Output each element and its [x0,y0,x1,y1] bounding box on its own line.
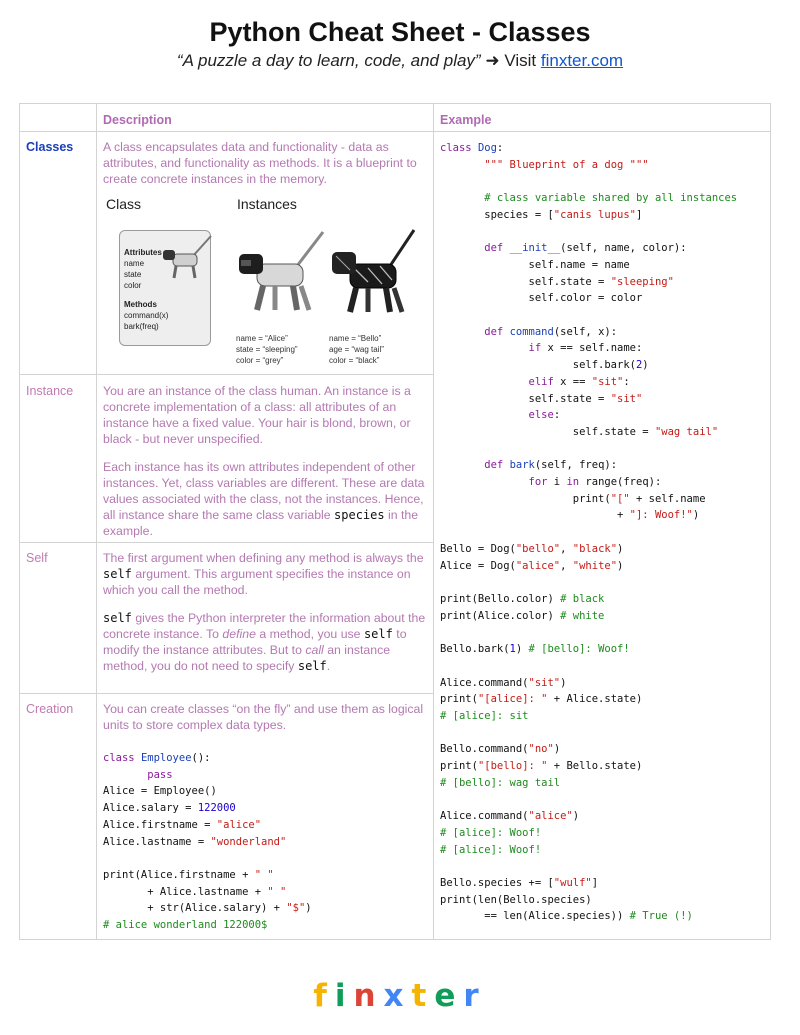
logo-letter: i [334,978,354,1014]
code-line: else: [528,409,561,422]
row-label-classes: Classes [26,140,74,154]
code-line: print(Alice.color) # white [440,609,605,622]
page-title: Python Cheat Sheet - Classes [209,17,591,47]
logo-letter: x [383,978,412,1014]
code-line: def command(self, x): [484,325,618,338]
code-line [440,624,737,641]
code-line: for i in range(freq): [528,476,662,489]
row-label-creation: Creation [26,702,74,716]
alice-attributes: name = “Alice” state = “sleeping” color = “grey” [236,334,298,365]
code-line: == len(Alice.species)) # True (!) [440,910,693,923]
code-line: if x == self.name: [528,342,643,355]
finxter-logo [0,978,800,1014]
code-line [440,725,737,742]
code-line: Alice.lastname = "wonderland" [103,835,287,848]
code-line: elif x == "sit": [528,375,630,388]
code-line: self.state = "wag tail" [440,425,719,438]
code-line: pass [147,768,173,781]
code-line [440,441,737,458]
code-line: + str(Alice.salary) + "$") [103,902,312,915]
code-line [440,173,737,190]
grey-dog-alice-icon [235,224,325,324]
code-line: # [alice]: Woof! [440,826,542,839]
cheat-sheet-table [19,103,771,940]
class-caption: Class [106,196,142,212]
self-description: The first argument when defining any method is always the self argument. This argument specifies the instance on which you call the method. self gives the Python interpreter the information about the concrete instance. To define a method, you use self to modify the instance attributes. But to call an instance method, you do not need to specify self. [103,551,426,673]
description-header: Description [103,113,172,127]
black-dog-bello-icon [328,224,418,324]
code-line: def __init__(self, name, color): [484,242,687,255]
code-line: # [alice]: sit [440,709,529,722]
visit-text: Visit [504,51,537,70]
code-line: Alice = Employee() [103,785,217,798]
code-line: print("[bello]: " + Bello.state) [440,760,643,773]
code-line: class Employee(): [103,752,211,764]
logo-letter: n [353,978,384,1014]
code-line: Alice.command("alice") [440,810,580,823]
code-line: print("[alice]: " + Alice.state) [440,693,643,706]
code-line: # [bello]: wag tail [440,776,561,789]
class-blueprint-scroll: Attributes name state color Methods command(x) bark(freq) [119,230,211,346]
code-line: print("[" + self.name [440,492,706,505]
instances-caption: Instances [237,196,297,212]
code-line: Alice.salary = 122000 [103,802,236,815]
code-line [103,850,312,867]
code-line: Bello.species += ["wulf"] [440,876,599,889]
code-line: species = ["canis lupus"] [440,208,643,221]
row-label-self: Self [26,551,48,565]
code-line [440,224,737,241]
row-label-instance: Instance [26,384,74,398]
code-line: Alice.command("sit") [440,676,567,689]
creation-description: You can create classes “on the fly” and use them as logical units to store complex data types. [103,702,424,732]
example-code-block [440,140,737,925]
finxter-link[interactable]: finxter.com [540,51,624,70]
code-line: print(Alice.firstname + " " [103,868,274,881]
code-line: self.state = "sleeping" [440,275,674,288]
code-line: Alice = Dog("alice", "white") [440,559,624,572]
classes-description: A class encapsulates data and functionality - data as attributes, and functionality as methods. It is a blueprint to create concrete instances in the memory. [103,140,417,186]
code-line: self.bark(2) [440,359,649,372]
code-line [440,574,737,591]
logo-letter: t [411,978,435,1014]
code-line: self.name = name [440,258,630,271]
code-line: # alice wonderland 122000$ [103,919,268,932]
code-line [440,858,737,875]
code-line: self.color = color [440,292,643,305]
tagline: “A puzzle a day to learn, code, and play” [176,51,481,70]
subtitle [0,51,800,71]
logo-letter: e [434,978,464,1014]
code-line: class Dog: [440,142,504,154]
code-line: # class variable shared by all instances [484,192,738,205]
code-line: print(len(Bello.species) [440,893,592,906]
code-line: Bello.bark(1) # [bello]: Woof! [440,643,630,656]
code-line [440,307,737,324]
code-line: """ Blueprint of a dog """ [484,158,649,171]
code-line [440,658,737,675]
instance-description: You are an instance of the class human. An instance is a concrete implementation of a class: all attributes of an instance have a fixed value. Your hair is blond, brown, or black - but never unspecified. Each instance has its own attributes independent of other instances. Yet, class variables are different. These are data values associated with the class, not the instances. Hence, all instance share the same class variable species in the example. [103,384,425,538]
example-header: Example [440,113,492,127]
small-dog-icon [159,230,219,290]
code-line [440,524,737,541]
logo-letter: r [463,978,487,1014]
arrow-icon: ➜ [485,51,500,70]
code-line: def bark(self, freq): [484,459,618,472]
class-instances-illustration [103,196,413,366]
code-line: self.state = "sit" [440,392,643,405]
code-line: + Alice.lastname + " " [103,885,287,898]
creation-code-block [103,750,312,934]
code-line: # [alice]: Woof! [440,843,542,856]
logo-letter: f [313,978,335,1014]
code-line: Bello.command("no") [440,743,561,756]
code-line: Alice.firstname = "alice" [103,818,262,831]
code-line: + "]: Woof!") [440,509,700,522]
code-line: print(Bello.color) # black [440,592,605,605]
code-line: Bello = Dog("bello", "black") [440,542,624,555]
bello-attributes: name = “Bello” age = “wag tail” color = “black” [329,334,384,365]
code-line [440,791,737,808]
